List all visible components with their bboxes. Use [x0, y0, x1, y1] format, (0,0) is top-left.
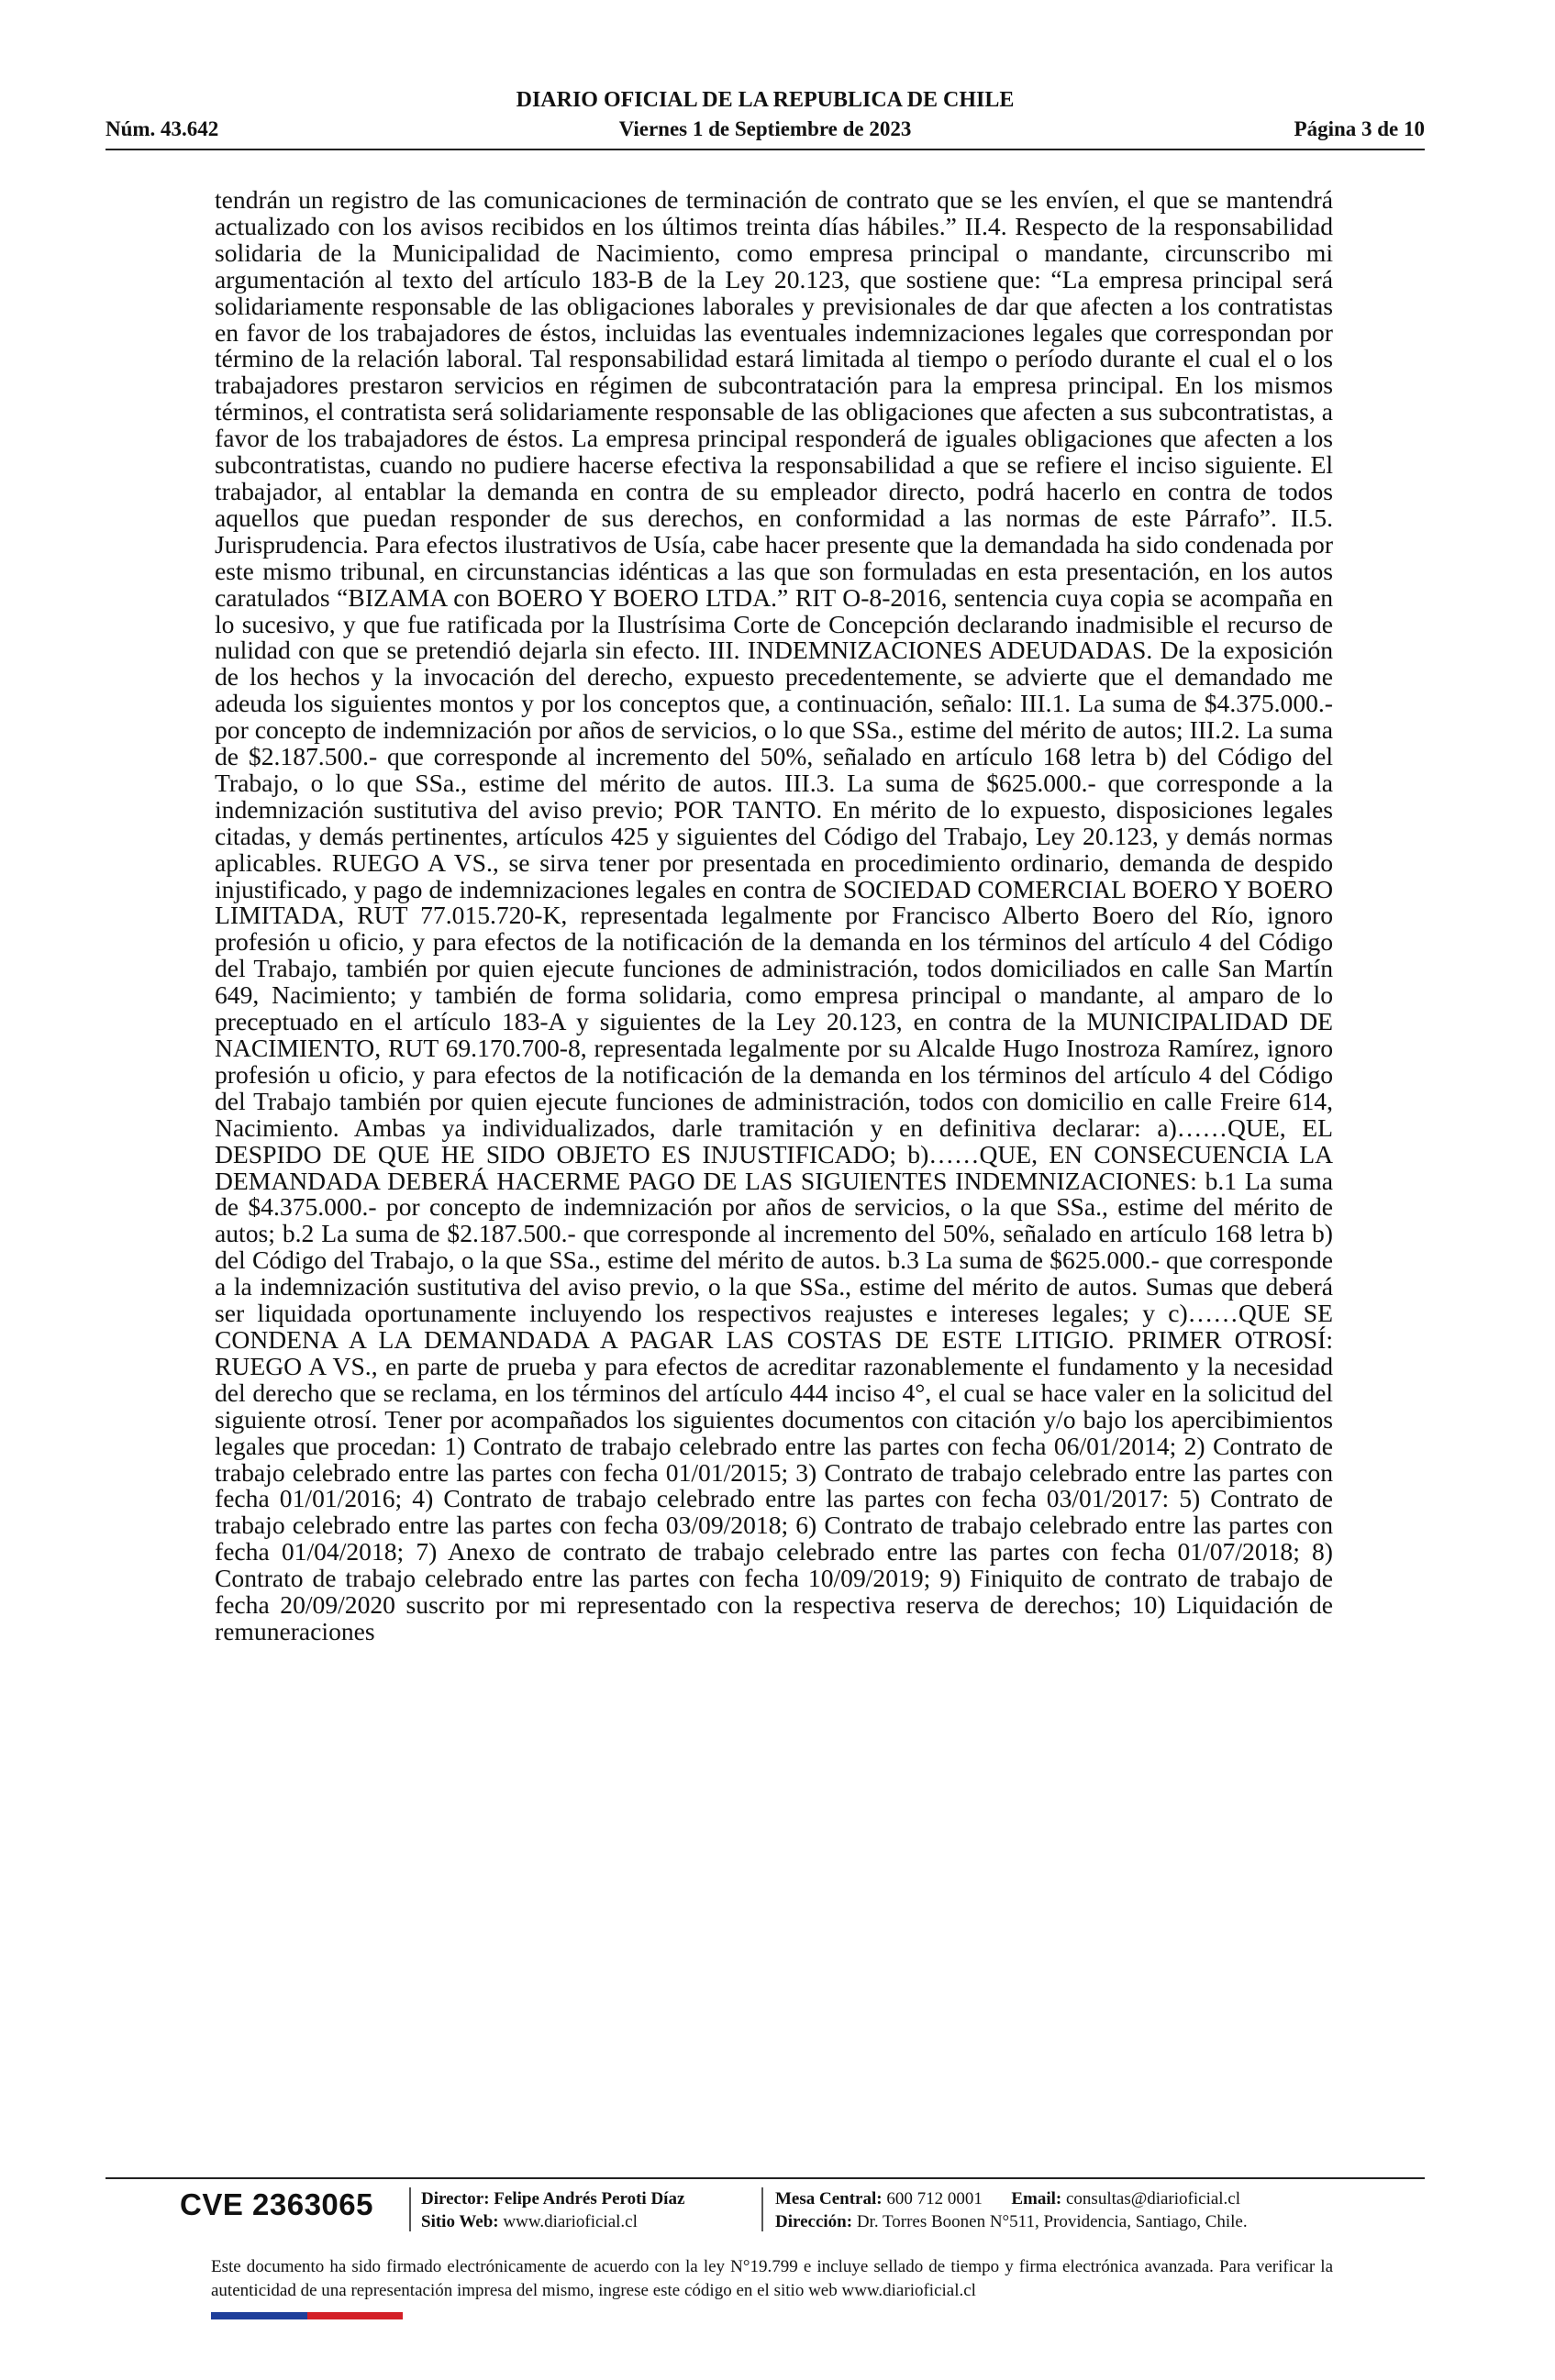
- website-label: Sitio Web:: [421, 2212, 499, 2231]
- email-label: Email:: [1011, 2189, 1062, 2208]
- phone-value: 600 712 0001: [886, 2189, 983, 2208]
- phone-label: Mesa Central:: [775, 2189, 883, 2208]
- issue-date: Viernes 1 de Septiembre de 2023: [618, 117, 912, 140]
- email-link[interactable]: consultas@diarioficial.cl: [1066, 2189, 1241, 2208]
- flag-stripe-red: [307, 2312, 404, 2319]
- cve-code: CVE 2363065: [180, 2187, 373, 2221]
- body-text: tendrán un registro de las comunicaciones de terminación de contrato que se les envíen, el que se mantendrá actualizado con los avisos recibidos en los últimos treinta días hábiles.” II.4. Respecto de la responsabilidad solidaria de la Municipalidad de Nacimiento, como empresa principal o mandante, circunscribo mi argumentación al texto del artículo 183-B de la Ley 20.123, que sostiene que: “La empresa principal será solidariamente responsable de las obligaciones laborales y previsionales de dar que afecten a los contratistas en favor de los trabajadores de éstos, incluidas las eventuales indemnizaciones legales que correspondan por término de la relación laboral. Tal responsabilidad estará limitada al tiempo o período durante el cual el o los trabajadores prestaron servicios en régimen de subcontratación para la empresa principal. En los mismos términos, el contratista será solidariamente responsable de las obligaciones que afecten a sus subcontratistas, a favor de los trabajadores de éstos. La empresa principal responderá de iguales obligaciones que afecten a los subcontratistas, cuando no pudiere hacerse efectiva la responsabilidad a que se refiere el inciso siguiente. El trabajador, al entablar la demanda en contra de su empleador directo, podrá hacerlo en contra de todos aquellos que puedan responder de sus derechos, en conformidad a las normas de este Párrafo”. II.5. Jurisprudencia. Para efectos ilustrativos de Usía, cabe hacer presente que la demandada ha sido condenada por este mismo tribunal, en circunstancias idénticas a las que son formuladas en esta presentación, en los autos caratulados “BIZAMA con BOERO Y BOERO LTDA.” RIT O-8-2016, sentencia cuya copia se acompaña en lo sucesivo, y que fue ratificada por la Ilustrísima Corte de Concepción declarando inadmisible el recurso de nulidad con que se pretendió dejarla sin efecto. III. INDEMNIZACIONES ADEUDADAS. De la exposición de los hechos y la invocación del derecho, expuesto precedentemente, se advierte que el demandado me adeuda los siguientes montos y por los conceptos que, a continuación, señalo: III.1. La suma de $4.375.000.- por concepto de indemnización por años de servicios, o lo que SSa., estime del mérito de autos; III.2. La suma de $2.187.500.- que corresponde al incremento del 50%, señalado en artículo 168 letra b) del Código del Trabajo, o lo que SSa., estime del mérito de autos. III.3. La suma de $625.000.- que corresponde a la indemnización sustitutiva del aviso previo; POR TANTO. En mérito de lo expuesto, disposiciones legales citadas, y demás pertinentes, artículos 425 y siguientes del Código del Trabajo, Ley 20.123, y demás normas aplicables. RUEGO A VS., se sirva tener por presentada en procedimiento ordinario, demanda de despido injustificado, y pago de indemnizaciones legales en contra de SOCIEDAD COMERCIAL BOERO Y BOERO LIMITADA, RUT 77.015.720-K, representada legalmente por Francisco Alberto Boero del Río, ignoro profesión u oficio, y para efectos de la notificación de la demanda en los términos del artículo 4 del Código del Trabajo, también por quien ejecute funciones de administración, todos domiciliados en calle San Martín 649, Nacimiento; y también de forma solidaria, como empresa principal o mandante, al amparo de lo preceptuado en el artículo 183-A y siguientes de la Ley 20.123, en contra de la MUNICIPALIDAD DE NACIMIENTO, RUT 69.170.700-8, representada legalmente por su Alcalde Hugo Inostroza Ramírez, ignoro profesión u oficio, y para efectos de la notificación de la demanda en los términos del artículo 4 del Código del Trabajo también por quien ejecute funciones de administración, todos con domicilio en calle Freire 614, Nacimiento. Ambas ya individualizados, darle tramitación y en definitiva declarar: a)……QUE, EL DESPIDO DE QUE HE SIDO OBJETO ES INJUSTIFICADO; b)……QUE, EN CONSECUENCIA LA DEMANDADA DEBERÁ HACERME PAGO DE LAS SIGUIENTES INDEMNIZACIONES: b.1 La suma de $4.375.000.- por concepto de indemnización por años de servicios, o la que SSa., estime del mérito de autos; b.2 La suma de $2.187.500.- que corresponde al incremento del 50%, señalado en artículo 168 letra b) del Código del Trabajo, o la que SSa., estime del mérito de autos. b.3 La suma de $625.000.- que corresponde a la indemnización sustitutiva del aviso previo, o la que SSa., estime del mérito de autos. Sumas que deberá ser liquidada oportunamente incluyendo los respectivos reajustes e intereses legales; y c)……QUE SE CONDENA A LA DEMANDADA A PAGAR LAS COSTAS DE ESTE LITIGIO. PRIMER OTROSÍ: RUEGO A VS., en parte de prueba y para efectos de acreditar razonablemente el fundamento y la necesidad del derecho que se reclama, en los términos del artículo 444 inciso 4°, el cual se hace valer en la solicitud del siguiente otrosí. Tener por acompañados los siguientes documentos con citación y/o bajo los apercibimientos legales que procedan: 1) Contrato de trabajo celebrado entre las partes con fecha 06/01/2014; 2) Contrato de trabajo celebrado entre las partes con fecha 01/01/2015; 3) Contrato de trabajo celebrado entre las partes con fecha 01/01/2016; 4) Contrato de trabajo celebrado entre las partes con fecha 03/01/2017: 5) Contrato de trabajo celebrado entre las partes con fecha 03/09/2018; 6) Contrato de trabajo celebrado entre las partes con fecha 01/04/2018; 7) Anexo de contrato de trabajo celebrado entre las partes con fecha 01/07/2018; 8) Contrato de trabajo celebrado entre las partes con fecha 10/09/2019; 9) Finiquito de contrato de trabajo de fecha 20/09/2020 suscrito por mi representado con la respectiva reserva de derechos; 10) Liquidación de remuneraciones: [215, 185, 1334, 1645]
- address-line: [775, 2210, 1248, 2234]
- address-label: Dirección:: [775, 2212, 853, 2231]
- footer-separator: [409, 2187, 411, 2231]
- contact-line: [775, 2187, 1240, 2211]
- legal-notice: Este documento ha sido firmado electrónicamente de acuerdo con la ley N°19.799 e incluye sellado de tiempo y firma electrónica avanzada. Para verificar la autenticidad de una representación impresa del mismo, ingrese este código en el sitio web www.diarioficial.cl: [211, 2257, 1333, 2300]
- gazette-title: DIARIO OFICIAL DE LA REPUBLICA DE CHILE: [516, 88, 1015, 112]
- footer-separator: [761, 2187, 763, 2231]
- address-value: Dr. Torres Boonen N°511, Providencia, Santiago, Chile.: [856, 2212, 1248, 2231]
- header-divider: [106, 149, 1425, 150]
- footer-divider: [106, 2177, 1425, 2179]
- flag-stripe-blue: [211, 2312, 307, 2319]
- page-header: [106, 88, 1425, 152]
- website-link[interactable]: www.diarioficial.cl: [503, 2212, 638, 2231]
- director-line: [421, 2187, 684, 2211]
- issue-number: Núm. 43.642: [106, 117, 219, 140]
- director-label: Director: Felipe Andrés Peroti Díaz: [421, 2189, 685, 2208]
- page-indicator: Página 3 de 10: [1294, 117, 1425, 140]
- flag-bar: [211, 2312, 403, 2319]
- website-line: [421, 2210, 638, 2234]
